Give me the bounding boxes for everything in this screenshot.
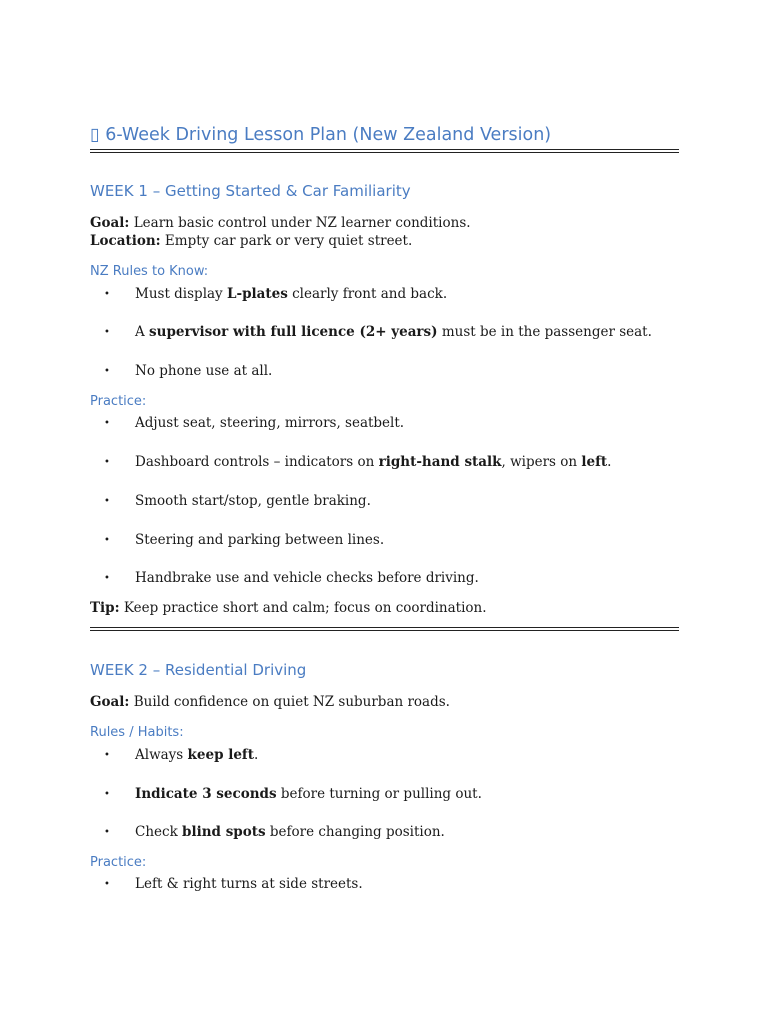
- week1-practice-heading: Practice:: [90, 394, 147, 409]
- bullet-icon: •: [104, 750, 110, 761]
- tip-text: Keep practice short and calm; focus on coordination.: [119, 600, 487, 616]
- location-text: Empty car park or very quiet street.: [160, 233, 413, 249]
- bullet-icon: •: [104, 289, 110, 300]
- week1-location: [90, 233, 412, 250]
- week2-heading: WEEK 2 – Residential Driving: [90, 661, 307, 679]
- bullet-icon: •: [104, 457, 110, 468]
- bullet-icon: •: [104, 789, 110, 800]
- location-label: Location:: [90, 233, 161, 249]
- bullet-icon: •: [104, 879, 110, 890]
- week2-goal: [90, 694, 450, 711]
- bullet-icon: •: [104, 535, 110, 546]
- goal-label: Goal:: [90, 694, 130, 710]
- bullet-icon: •: [104, 327, 110, 338]
- goal-text: Learn basic control under NZ learner conditions.: [129, 215, 471, 231]
- section-divider: [90, 627, 679, 631]
- bullet-icon: •: [104, 366, 110, 377]
- bullet-icon: •: [104, 496, 110, 507]
- week1-goal: [90, 215, 471, 232]
- week2-practice-heading: Practice:: [90, 855, 147, 870]
- week1-rules-heading: NZ Rules to Know:: [90, 264, 209, 279]
- bullet-icon: •: [104, 827, 110, 838]
- tip-label: Tip:: [90, 600, 120, 616]
- week1-heading: WEEK 1 – Getting Started & Car Familiarity: [90, 182, 411, 200]
- week2-rules-heading: Rules / Habits:: [90, 725, 184, 740]
- document-title: ▯ 6-Week Driving Lesson Plan (New Zealand Version): [90, 125, 552, 145]
- bullet-icon: •: [104, 573, 110, 584]
- bullet-icon: •: [104, 418, 110, 429]
- goal-label: Goal:: [90, 215, 130, 231]
- goal-text: Build confidence on quiet NZ suburban roads.: [129, 694, 450, 710]
- title-divider: [90, 149, 679, 153]
- week1-tip: [90, 600, 487, 617]
